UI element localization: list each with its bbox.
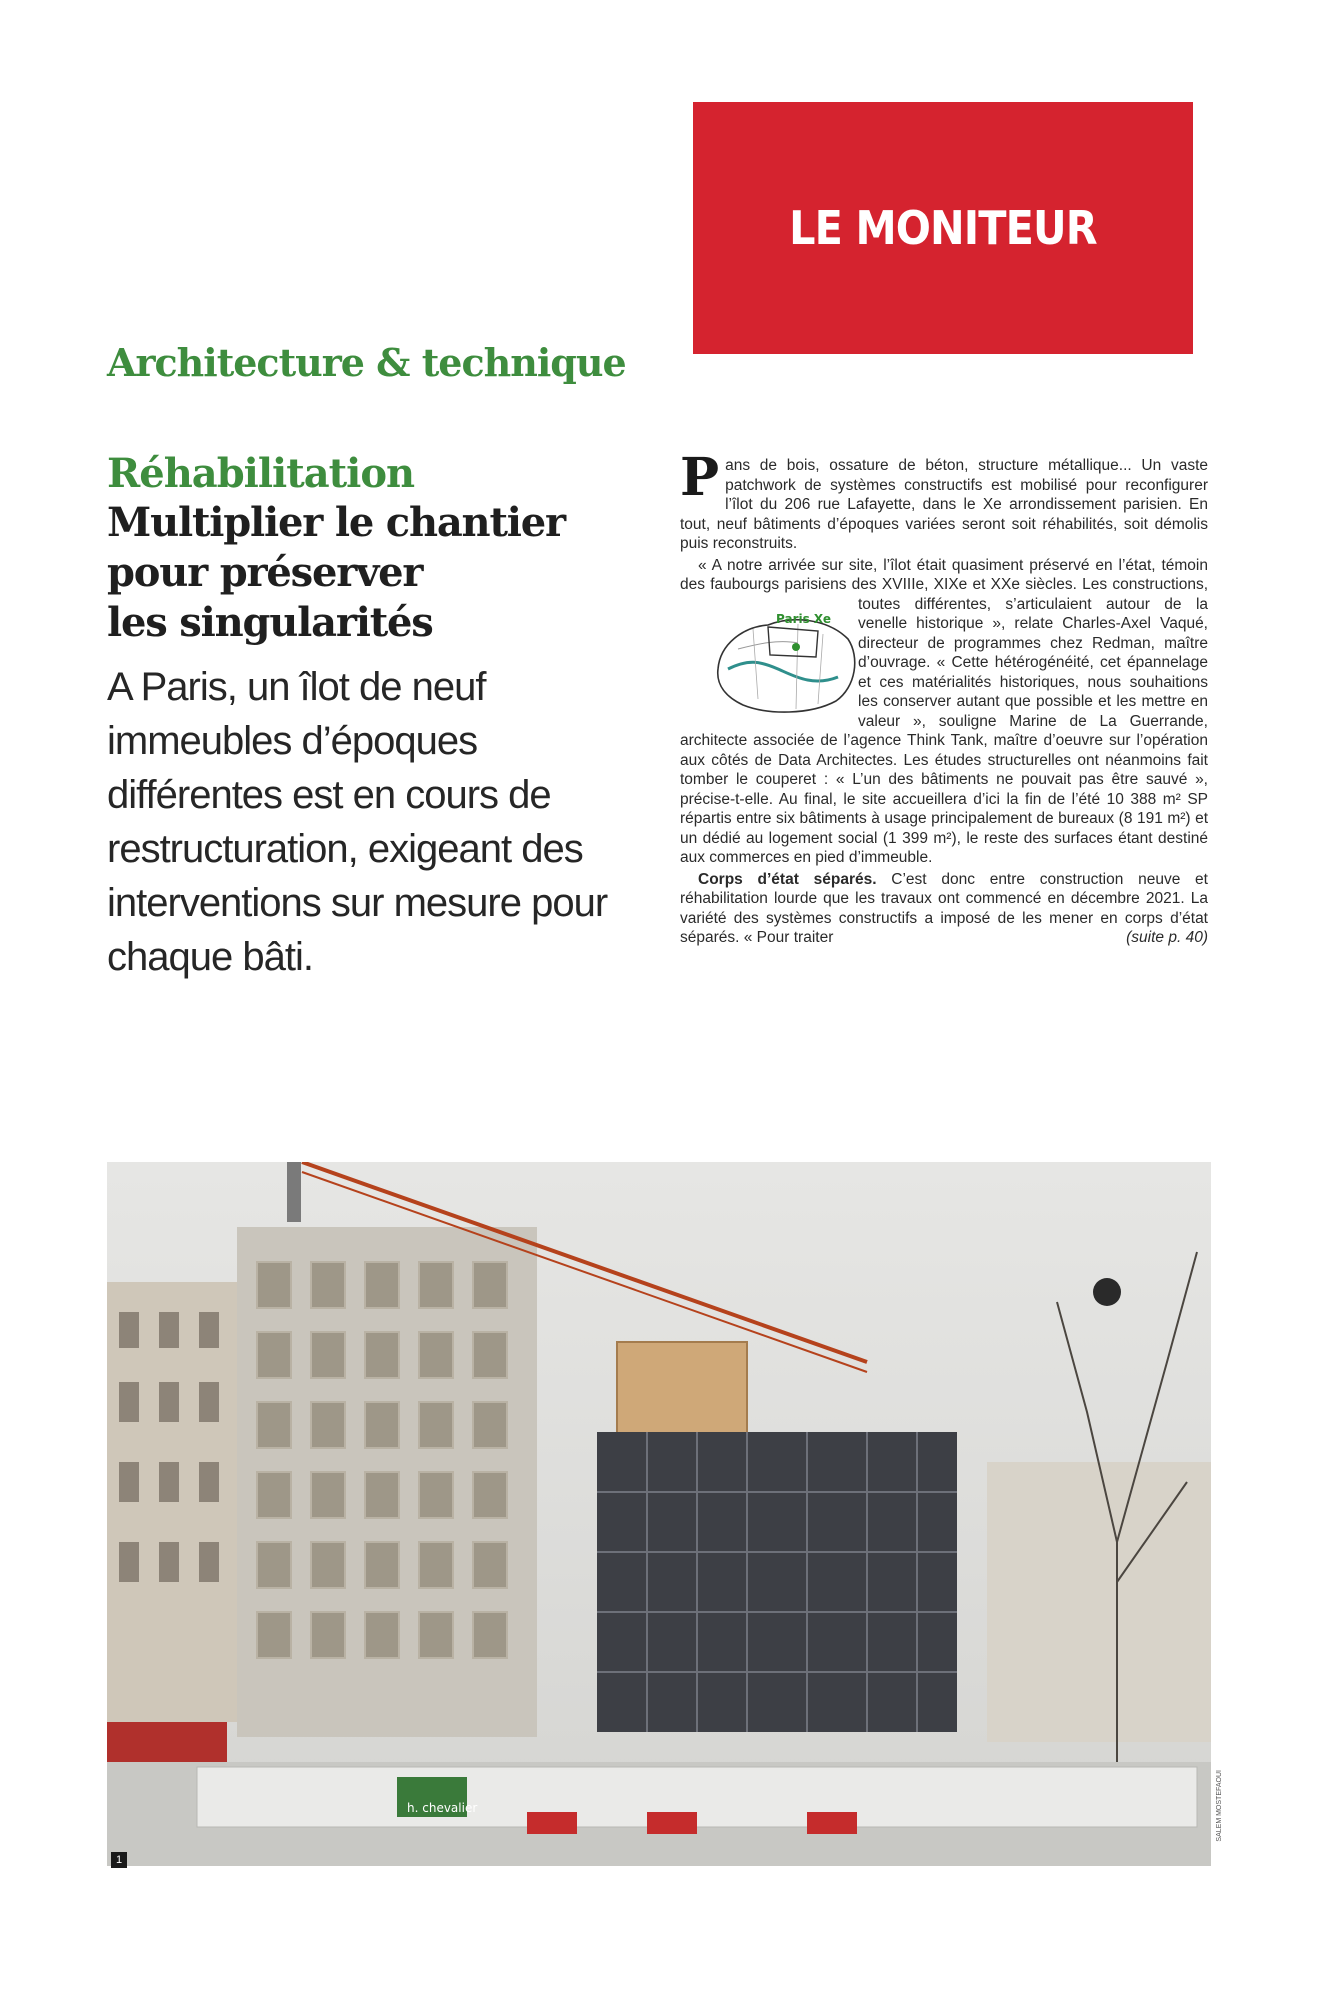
body-paragraph: Corps d’état séparés. C’est donc entre construction neuve et réhabilitation lourde que les travaux ont commencé en décembre 2021. La variété des systèmes constructifs a imposé de les mener en corps d’état séparés. « Pour traiter (suite p. 40) [680, 870, 1208, 946]
drop-cap: P [680, 447, 720, 508]
logo-text: LE MONITEUR [789, 201, 1097, 255]
body-column [680, 447, 1209, 950]
headline-line: Multiplier le chantier [107, 499, 565, 546]
article-kicker: Réhabilitation [107, 450, 415, 497]
section-title: Architecture & technique [107, 340, 626, 385]
body-paragraph: Pans de bois, ossature de béton, structure métallique... Un vaste patchwork de systèmes constructifs est mobilisé pour reconfigurer l’îlot du 206 rue Lafayette, dans le Xe arrondissement parisien. En tout, neuf bâtiments d’époques variées seront soit réhabilités, soit démolis puis reconstruits. [680, 447, 1208, 552]
subheading: Corps d’état séparés. [698, 870, 877, 888]
article-standfirst: A Paris, un îlot de neuf immeubles d’époques différentes est en cours de restructuration, exigeant des interventions sur mesure pour chaque bâti. [107, 665, 608, 979]
continued-note: (suite p. 40) [1126, 929, 1208, 946]
headline-line: les singularités [107, 599, 433, 646]
brand-logo [693, 102, 1193, 354]
article-headline [107, 498, 647, 648]
page-number: 1 [111, 1852, 127, 1868]
headline-column [107, 450, 647, 984]
body-paragraph: « A notre arrivée sur site, l’îlot était quasiment préservé en l’état, témoin des faubourgs parisiens des XVIIIe, XIXe et XXe siècles. Les constructions, toutes différentes, s’articulaient Paris Xe autour de la venelle historique », relate Charles-Axel Vaqué, directeur de programmes chez Redman, maître d’ouvrage. « Cette hétérogénéité, cet épannelage et ces matérialités historiques, nous souhaitions les conserver autant que possible et les mettre en valeur », souligne Marine de La Guerrande, architecte associée de l’agence Think Tank, maître d’oeuvre sur l’opération aux côtés de Data Architectes. Les études structurelles ont néanmoins fait tomber le couperet : « L’un des bâtiments ne pouvait pas être sauvé », précise-t-elle. Au final, le site accueillera d’ici la fin de l’été 10 388 m² SP répartis entre six bâtiments à usage principalement de bureaux (8 191 m²) et un dédié au logement social (1 399 m²), le reste des surfaces étant destiné aux commerces en pied d’immeuble. [680, 556, 1209, 866]
headline-line: pour préserver [107, 549, 423, 596]
paris-map-icon [680, 599, 848, 719]
photo-credit: SALEM MOSTEFAOUI [1216, 1770, 1223, 1842]
map-label: Paris Xe [776, 611, 831, 626]
building-photo [107, 1162, 1211, 1866]
hoarding-sign: h. chevalier [407, 1801, 478, 1815]
